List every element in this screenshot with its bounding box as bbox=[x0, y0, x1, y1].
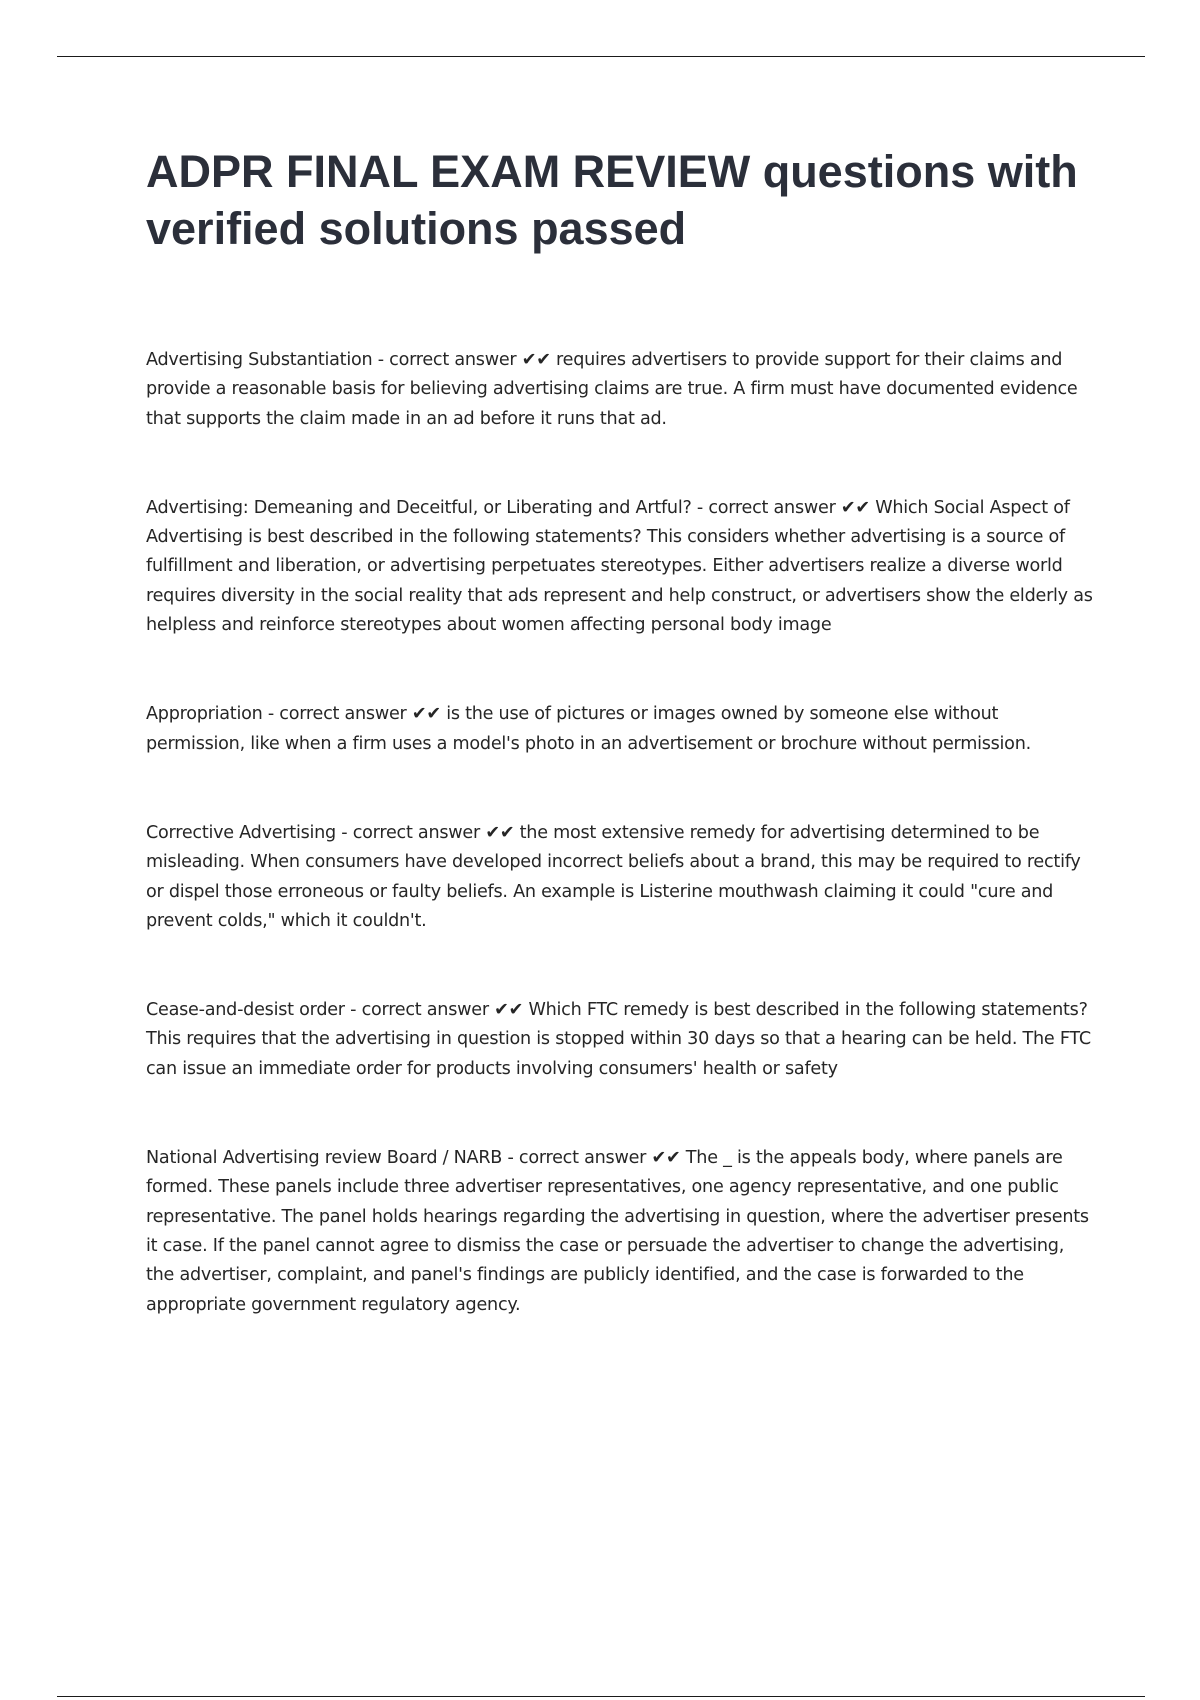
entry-demeaning-or-liberating: Advertising: Demeaning and Deceitful, or Liberating and Artful? - correct answer ✔✔ Which Social Aspect of Advertising is best described in the following statements? This considers whether advertising is a source of fulfillment and liberation, or advertising perpetuates stereotypes. Either advertisers realize a diverse world requires diversity in the social reality that ads represent and help construct, or advertisers show the elderly as helpless and reinforce stereotypes about women affecting personal body image bbox=[146, 497, 1093, 636]
entry-appropriation: Appropriation - correct answer ✔✔ is the use of pictures or images owned by someone else without permission, like when a firm uses a model's photo in an advertisement or brochure without permission. bbox=[146, 704, 1031, 754]
entry-list bbox=[146, 346, 1096, 1380]
entry-narb: National Advertising review Board / NARB - correct answer ✔✔ The _ is the appeals body, where panels are formed. These panels include three advertiser representatives, one agency representative, and one public representative. The panel holds hearings regarding the advertising in question, where the advertiser presents it case. If the panel cannot agree to dismiss the case or persuade the advertiser to change the advertising, the advertiser, complaint, and panel's findings are publicly identified, and the case is forwarded to the appropriate government regulatory agency. bbox=[146, 1148, 1089, 1315]
entry-advertising-substantiation: Advertising Substantiation - correct answer ✔✔ requires advertisers to provide support for their claims and provide a reasonable basis for believing advertising claims are true. A firm must have documented evidence that supports the claim made in an ad before it runs that ad. bbox=[146, 350, 1078, 429]
document-title: ADPR FINAL EXAM REVIEW questions with verified solutions passed bbox=[146, 146, 1078, 254]
bottom-divider bbox=[57, 1696, 1145, 1697]
entry-cease-and-desist: Cease-and-desist order - correct answer ✔✔ Which FTC remedy is best described in the following statements? This requires that the advertising in question is stopped within 30 days so that a hearing can be held. The FTC can issue an immediate order for products involving consumers' health or safety bbox=[146, 1000, 1091, 1079]
entry-corrective-advertising: Corrective Advertising - correct answer ✔✔ the most extensive remedy for advertising determined to be misleading. When consumers have developed incorrect beliefs about a brand, this may be required to rectify or dispel those erroneous or faulty beliefs. An example is Listerine mouthwash claiming it could "cure and prevent colds," which it couldn't. bbox=[146, 822, 1081, 931]
top-divider bbox=[57, 56, 1145, 57]
